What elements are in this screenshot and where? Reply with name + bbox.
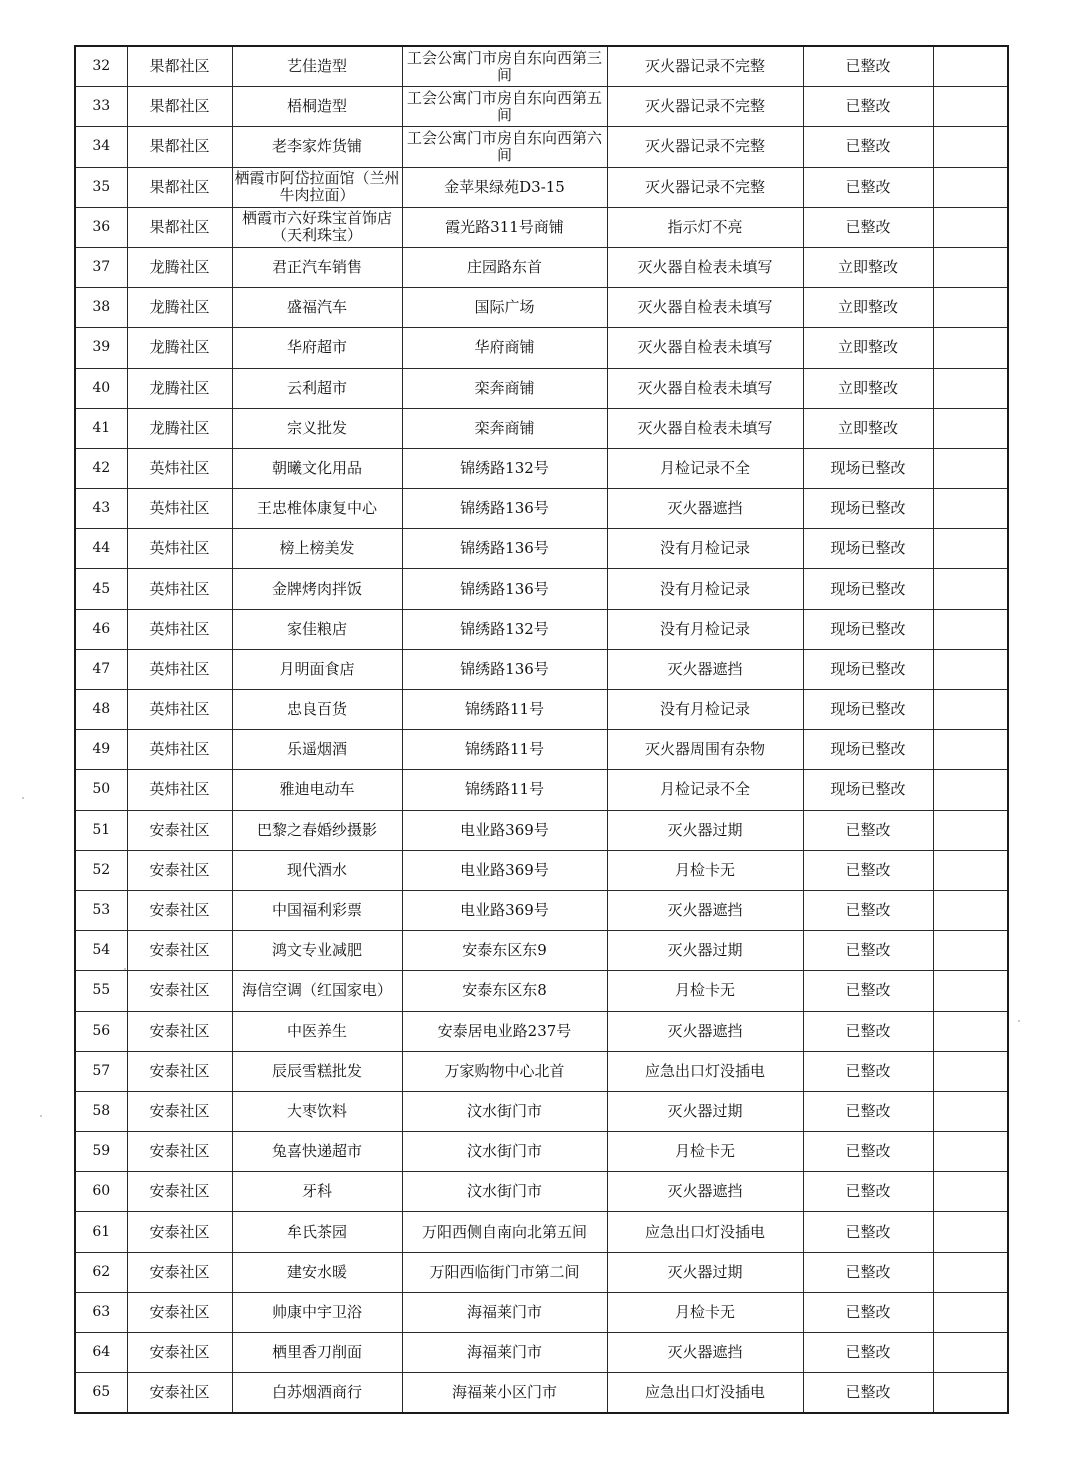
cell-address: 电业路369号 (402, 810, 607, 850)
cell-remark (933, 649, 1008, 689)
cell-business-name: 月明面食店 (232, 649, 402, 689)
cell-business-name: 华府超市 (232, 328, 402, 368)
cell-community: 安泰社区 (127, 971, 232, 1011)
cell-business-name: 中医养生 (232, 1011, 402, 1051)
cell-rectification-status: 已整改 (803, 1292, 933, 1332)
cell-serial-no: 61 (75, 1212, 127, 1252)
cell-community: 安泰社区 (127, 1172, 232, 1212)
table-row (75, 288, 1008, 328)
cell-rectification-status: 现场已整改 (803, 690, 933, 730)
cell-business-name: 兔喜快递超市 (232, 1132, 402, 1172)
cell-serial-no: 45 (75, 569, 127, 609)
cell-issue: 月检卡无 (607, 971, 803, 1011)
cell-remark (933, 609, 1008, 649)
cell-serial-no: 41 (75, 408, 127, 448)
scan-speck (124, 968, 126, 970)
cell-business-name: 朝曦文化用品 (232, 448, 402, 488)
cell-issue: 灭火器过期 (607, 1091, 803, 1131)
cell-business-name: 巴黎之春婚纱摄影 (232, 810, 402, 850)
cell-address: 锦绣路136号 (402, 649, 607, 689)
cell-address: 庄园路东首 (402, 247, 607, 287)
table-row (75, 569, 1008, 609)
cell-serial-no: 51 (75, 810, 127, 850)
cell-issue: 灭火器记录不完整 (607, 167, 803, 207)
cell-community: 果都社区 (127, 46, 232, 87)
cell-business-name: 鸿文专业减肥 (232, 931, 402, 971)
table-row (75, 448, 1008, 488)
cell-rectification-status: 已整改 (803, 850, 933, 890)
cell-rectification-status: 已整改 (803, 1373, 933, 1414)
cell-business-name: 榜上榜美发 (232, 529, 402, 569)
cell-serial-no: 60 (75, 1172, 127, 1212)
cell-issue: 灭火器过期 (607, 1252, 803, 1292)
cell-remark (933, 46, 1008, 87)
table-row (75, 489, 1008, 529)
cell-rectification-status: 立即整改 (803, 368, 933, 408)
table-row (75, 649, 1008, 689)
cell-remark (933, 207, 1008, 247)
cell-business-name: 老李家炸货铺 (232, 127, 402, 167)
cell-community: 果都社区 (127, 87, 232, 127)
table-row (75, 609, 1008, 649)
table-row (75, 46, 1008, 87)
cell-business-name: 中国福利彩票 (232, 890, 402, 930)
cell-issue: 没有月检记录 (607, 690, 803, 730)
cell-issue: 灭火器记录不完整 (607, 127, 803, 167)
cell-rectification-status: 已整改 (803, 207, 933, 247)
cell-remark (933, 288, 1008, 328)
cell-rectification-status: 现场已整改 (803, 649, 933, 689)
cell-issue: 应急出口灯没插电 (607, 1051, 803, 1091)
cell-business-name: 白苏烟酒商行 (232, 1373, 402, 1414)
cell-business-name: 君正汽车销售 (232, 247, 402, 287)
cell-business-name: 云利超市 (232, 368, 402, 408)
cell-remark (933, 810, 1008, 850)
cell-business-name: 金牌烤肉拌饭 (232, 569, 402, 609)
cell-remark (933, 1252, 1008, 1292)
cell-rectification-status: 已整改 (803, 1333, 933, 1373)
cell-serial-no: 32 (75, 46, 127, 87)
cell-community: 安泰社区 (127, 810, 232, 850)
cell-community: 安泰社区 (127, 931, 232, 971)
cell-rectification-status: 已整改 (803, 1252, 933, 1292)
cell-remark (933, 1333, 1008, 1373)
cell-community: 果都社区 (127, 127, 232, 167)
inspection-table (74, 45, 1009, 1414)
cell-business-name: 帅康中宇卫浴 (232, 1292, 402, 1332)
table-row (75, 730, 1008, 770)
cell-serial-no: 38 (75, 288, 127, 328)
cell-address: 锦绣路11号 (402, 690, 607, 730)
cell-community: 英炜社区 (127, 770, 232, 810)
cell-serial-no: 33 (75, 87, 127, 127)
cell-address: 万家购物中心北首 (402, 1051, 607, 1091)
cell-remark (933, 890, 1008, 930)
cell-remark (933, 127, 1008, 167)
cell-serial-no: 37 (75, 247, 127, 287)
cell-address: 海福莱小区门市 (402, 1373, 607, 1414)
cell-rectification-status: 已整改 (803, 46, 933, 87)
cell-remark (933, 1373, 1008, 1414)
table-row (75, 368, 1008, 408)
cell-rectification-status: 现场已整改 (803, 609, 933, 649)
cell-remark (933, 690, 1008, 730)
cell-community: 安泰社区 (127, 1132, 232, 1172)
cell-issue: 灭火器过期 (607, 810, 803, 850)
cell-community: 龙腾社区 (127, 247, 232, 287)
cell-community: 安泰社区 (127, 1373, 232, 1414)
cell-community: 英炜社区 (127, 489, 232, 529)
cell-issue: 月检记录不全 (607, 448, 803, 488)
table-row (75, 1172, 1008, 1212)
cell-remark (933, 569, 1008, 609)
cell-issue: 月检记录不全 (607, 770, 803, 810)
cell-community: 龙腾社区 (127, 328, 232, 368)
table-row (75, 328, 1008, 368)
cell-community: 龙腾社区 (127, 368, 232, 408)
cell-rectification-status: 已整改 (803, 87, 933, 127)
cell-issue: 灭火器自检表未填写 (607, 288, 803, 328)
cell-business-name: 艺佳造型 (232, 46, 402, 87)
cell-address: 工会公寓门市房自东向西第六间 (402, 127, 607, 167)
cell-address: 锦绣路132号 (402, 609, 607, 649)
scan-speck (40, 1115, 42, 1117)
cell-rectification-status: 现场已整改 (803, 569, 933, 609)
cell-business-name: 忠良百货 (232, 690, 402, 730)
cell-business-name: 雅迪电动车 (232, 770, 402, 810)
cell-address: 万阳西侧自南向北第五间 (402, 1212, 607, 1252)
cell-address: 安泰居电业路237号 (402, 1011, 607, 1051)
cell-address: 安泰东区东8 (402, 971, 607, 1011)
cell-address: 海福莱门市 (402, 1292, 607, 1332)
cell-rectification-status: 立即整改 (803, 328, 933, 368)
cell-issue: 灭火器自检表未填写 (607, 368, 803, 408)
cell-community: 英炜社区 (127, 609, 232, 649)
cell-remark (933, 247, 1008, 287)
cell-issue: 灭火器遮挡 (607, 489, 803, 529)
cell-serial-no: 55 (75, 971, 127, 1011)
cell-remark (933, 529, 1008, 569)
cell-business-name: 大枣饮料 (232, 1091, 402, 1131)
cell-community: 果都社区 (127, 207, 232, 247)
cell-rectification-status: 已整改 (803, 971, 933, 1011)
cell-address: 栾奔商铺 (402, 368, 607, 408)
table-row (75, 1333, 1008, 1373)
cell-remark (933, 1172, 1008, 1212)
cell-rectification-status: 已整改 (803, 931, 933, 971)
cell-business-name: 牙科 (232, 1172, 402, 1212)
cell-serial-no: 34 (75, 127, 127, 167)
cell-community: 安泰社区 (127, 1292, 232, 1332)
cell-issue: 灭火器遮挡 (607, 649, 803, 689)
cell-issue: 月检卡无 (607, 1292, 803, 1332)
cell-community: 安泰社区 (127, 1333, 232, 1373)
cell-address: 国际广场 (402, 288, 607, 328)
cell-serial-no: 46 (75, 609, 127, 649)
cell-remark (933, 408, 1008, 448)
cell-address: 电业路369号 (402, 890, 607, 930)
cell-business-name: 现代酒水 (232, 850, 402, 890)
cell-remark (933, 850, 1008, 890)
cell-serial-no: 54 (75, 931, 127, 971)
cell-community: 安泰社区 (127, 1091, 232, 1131)
cell-serial-no: 43 (75, 489, 127, 529)
cell-community: 安泰社区 (127, 1051, 232, 1091)
cell-business-name: 家佳粮店 (232, 609, 402, 649)
table-row (75, 1132, 1008, 1172)
cell-issue: 没有月检记录 (607, 529, 803, 569)
table-row (75, 127, 1008, 167)
table-row (75, 1373, 1008, 1414)
cell-serial-no: 48 (75, 690, 127, 730)
cell-serial-no: 62 (75, 1252, 127, 1292)
cell-issue: 没有月检记录 (607, 609, 803, 649)
cell-serial-no: 35 (75, 167, 127, 207)
table-row (75, 890, 1008, 930)
cell-issue: 灭火器遮挡 (607, 1333, 803, 1373)
cell-rectification-status: 现场已整改 (803, 730, 933, 770)
cell-business-name: 栖里香刀削面 (232, 1333, 402, 1373)
cell-remark (933, 368, 1008, 408)
cell-issue: 灭火器周围有杂物 (607, 730, 803, 770)
cell-address: 电业路369号 (402, 850, 607, 890)
cell-serial-no: 50 (75, 770, 127, 810)
cell-address: 安泰东区东9 (402, 931, 607, 971)
cell-community: 英炜社区 (127, 649, 232, 689)
cell-address: 锦绣路132号 (402, 448, 607, 488)
cell-remark (933, 1051, 1008, 1091)
cell-serial-no: 56 (75, 1011, 127, 1051)
cell-community: 英炜社区 (127, 569, 232, 609)
cell-address: 汶水街门市 (402, 1091, 607, 1131)
cell-business-name: 建安水暖 (232, 1252, 402, 1292)
cell-rectification-status: 已整改 (803, 1132, 933, 1172)
cell-rectification-status: 已整改 (803, 890, 933, 930)
cell-rectification-status: 现场已整改 (803, 770, 933, 810)
cell-address: 锦绣路11号 (402, 730, 607, 770)
cell-rectification-status: 已整改 (803, 1172, 933, 1212)
cell-issue: 灭火器遮挡 (607, 890, 803, 930)
cell-remark (933, 87, 1008, 127)
cell-address: 锦绣路136号 (402, 489, 607, 529)
cell-address: 金苹果绿苑D3-15 (402, 167, 607, 207)
cell-rectification-status: 现场已整改 (803, 489, 933, 529)
cell-issue: 没有月检记录 (607, 569, 803, 609)
cell-business-name: 牟氏茶园 (232, 1212, 402, 1252)
cell-rectification-status: 已整改 (803, 1212, 933, 1252)
cell-address: 汶水街门市 (402, 1172, 607, 1212)
cell-issue: 灭火器自检表未填写 (607, 408, 803, 448)
cell-address: 锦绣路136号 (402, 529, 607, 569)
cell-issue: 灭火器自检表未填写 (607, 328, 803, 368)
cell-issue: 灭火器自检表未填写 (607, 247, 803, 287)
scan-speck (1018, 1020, 1020, 1022)
cell-remark (933, 328, 1008, 368)
cell-community: 果都社区 (127, 167, 232, 207)
cell-community: 安泰社区 (127, 890, 232, 930)
cell-business-name: 辰辰雪糕批发 (232, 1051, 402, 1091)
cell-rectification-status: 已整改 (803, 1011, 933, 1051)
cell-address: 工会公寓门市房自东向西第三间 (402, 46, 607, 87)
cell-business-name: 栖霞市六好珠宝首饰店（天利珠宝） (232, 207, 402, 247)
cell-serial-no: 49 (75, 730, 127, 770)
table-row (75, 529, 1008, 569)
cell-serial-no: 47 (75, 649, 127, 689)
cell-remark (933, 1132, 1008, 1172)
cell-address: 华府商铺 (402, 328, 607, 368)
table-row (75, 1212, 1008, 1252)
cell-serial-no: 52 (75, 850, 127, 890)
cell-rectification-status: 已整改 (803, 1051, 933, 1091)
cell-address: 锦绣路136号 (402, 569, 607, 609)
cell-address: 锦绣路11号 (402, 770, 607, 810)
table-row (75, 408, 1008, 448)
table-row (75, 810, 1008, 850)
cell-remark (933, 1292, 1008, 1332)
cell-remark (933, 1011, 1008, 1051)
cell-remark (933, 931, 1008, 971)
cell-issue: 月检卡无 (607, 850, 803, 890)
cell-rectification-status: 已整改 (803, 1091, 933, 1131)
table-body (75, 46, 1008, 1413)
cell-serial-no: 44 (75, 529, 127, 569)
cell-remark (933, 1212, 1008, 1252)
cell-issue: 灭火器遮挡 (607, 1011, 803, 1051)
cell-issue: 应急出口灯没插电 (607, 1212, 803, 1252)
cell-community: 安泰社区 (127, 1011, 232, 1051)
cell-rectification-status: 现场已整改 (803, 529, 933, 569)
cell-serial-no: 63 (75, 1292, 127, 1332)
cell-issue: 指示灯不亮 (607, 207, 803, 247)
cell-issue: 月检卡无 (607, 1132, 803, 1172)
cell-community: 英炜社区 (127, 529, 232, 569)
cell-serial-no: 53 (75, 890, 127, 930)
cell-rectification-status: 已整改 (803, 167, 933, 207)
table-row (75, 167, 1008, 207)
table-row (75, 1051, 1008, 1091)
cell-remark (933, 489, 1008, 529)
cell-issue: 应急出口灯没插电 (607, 1373, 803, 1414)
table-row (75, 850, 1008, 890)
cell-business-name: 乐遥烟酒 (232, 730, 402, 770)
cell-issue: 灭火器记录不完整 (607, 87, 803, 127)
cell-rectification-status: 立即整改 (803, 288, 933, 328)
cell-rectification-status: 立即整改 (803, 408, 933, 448)
cell-business-name: 栖霞市阿岱拉面馆（兰州牛肉拉面） (232, 167, 402, 207)
cell-community: 英炜社区 (127, 448, 232, 488)
cell-business-name: 宗义批发 (232, 408, 402, 448)
cell-address: 工会公寓门市房自东向西第五间 (402, 87, 607, 127)
cell-address: 汶水街门市 (402, 1132, 607, 1172)
cell-remark (933, 1091, 1008, 1131)
table-row (75, 247, 1008, 287)
table-row (75, 690, 1008, 730)
cell-rectification-status: 立即整改 (803, 247, 933, 287)
cell-issue: 灭火器遮挡 (607, 1172, 803, 1212)
cell-remark (933, 167, 1008, 207)
cell-serial-no: 39 (75, 328, 127, 368)
cell-rectification-status: 已整改 (803, 127, 933, 167)
cell-serial-no: 65 (75, 1373, 127, 1414)
cell-remark (933, 770, 1008, 810)
table-row (75, 931, 1008, 971)
table-row (75, 87, 1008, 127)
cell-address: 霞光路311号商铺 (402, 207, 607, 247)
cell-business-name: 海信空调（红国家电） (232, 971, 402, 1011)
cell-remark (933, 730, 1008, 770)
cell-remark (933, 448, 1008, 488)
scan-speck (22, 797, 24, 799)
cell-serial-no: 40 (75, 368, 127, 408)
cell-community: 英炜社区 (127, 690, 232, 730)
cell-community: 英炜社区 (127, 730, 232, 770)
cell-rectification-status: 已整改 (803, 810, 933, 850)
cell-address: 栾奔商铺 (402, 408, 607, 448)
cell-community: 龙腾社区 (127, 408, 232, 448)
cell-serial-no: 64 (75, 1333, 127, 1373)
cell-serial-no: 36 (75, 207, 127, 247)
cell-serial-no: 57 (75, 1051, 127, 1091)
cell-remark (933, 971, 1008, 1011)
table-row (75, 207, 1008, 247)
cell-business-name: 盛福汽车 (232, 288, 402, 328)
cell-issue: 灭火器记录不完整 (607, 46, 803, 87)
table-row (75, 1091, 1008, 1131)
cell-serial-no: 58 (75, 1091, 127, 1131)
table-row (75, 1011, 1008, 1051)
cell-rectification-status: 现场已整改 (803, 448, 933, 488)
cell-community: 安泰社区 (127, 850, 232, 890)
cell-serial-no: 42 (75, 448, 127, 488)
cell-community: 安泰社区 (127, 1252, 232, 1292)
cell-serial-no: 59 (75, 1132, 127, 1172)
table-row (75, 770, 1008, 810)
table-row (75, 971, 1008, 1011)
cell-address: 万阳西临街门市第二间 (402, 1252, 607, 1292)
cell-issue: 灭火器过期 (607, 931, 803, 971)
table-row (75, 1252, 1008, 1292)
cell-business-name: 梧桐造型 (232, 87, 402, 127)
table-row (75, 1292, 1008, 1332)
cell-business-name: 王忠椎体康复中心 (232, 489, 402, 529)
cell-community: 安泰社区 (127, 1212, 232, 1252)
cell-community: 龙腾社区 (127, 288, 232, 328)
cell-address: 海福莱门市 (402, 1333, 607, 1373)
